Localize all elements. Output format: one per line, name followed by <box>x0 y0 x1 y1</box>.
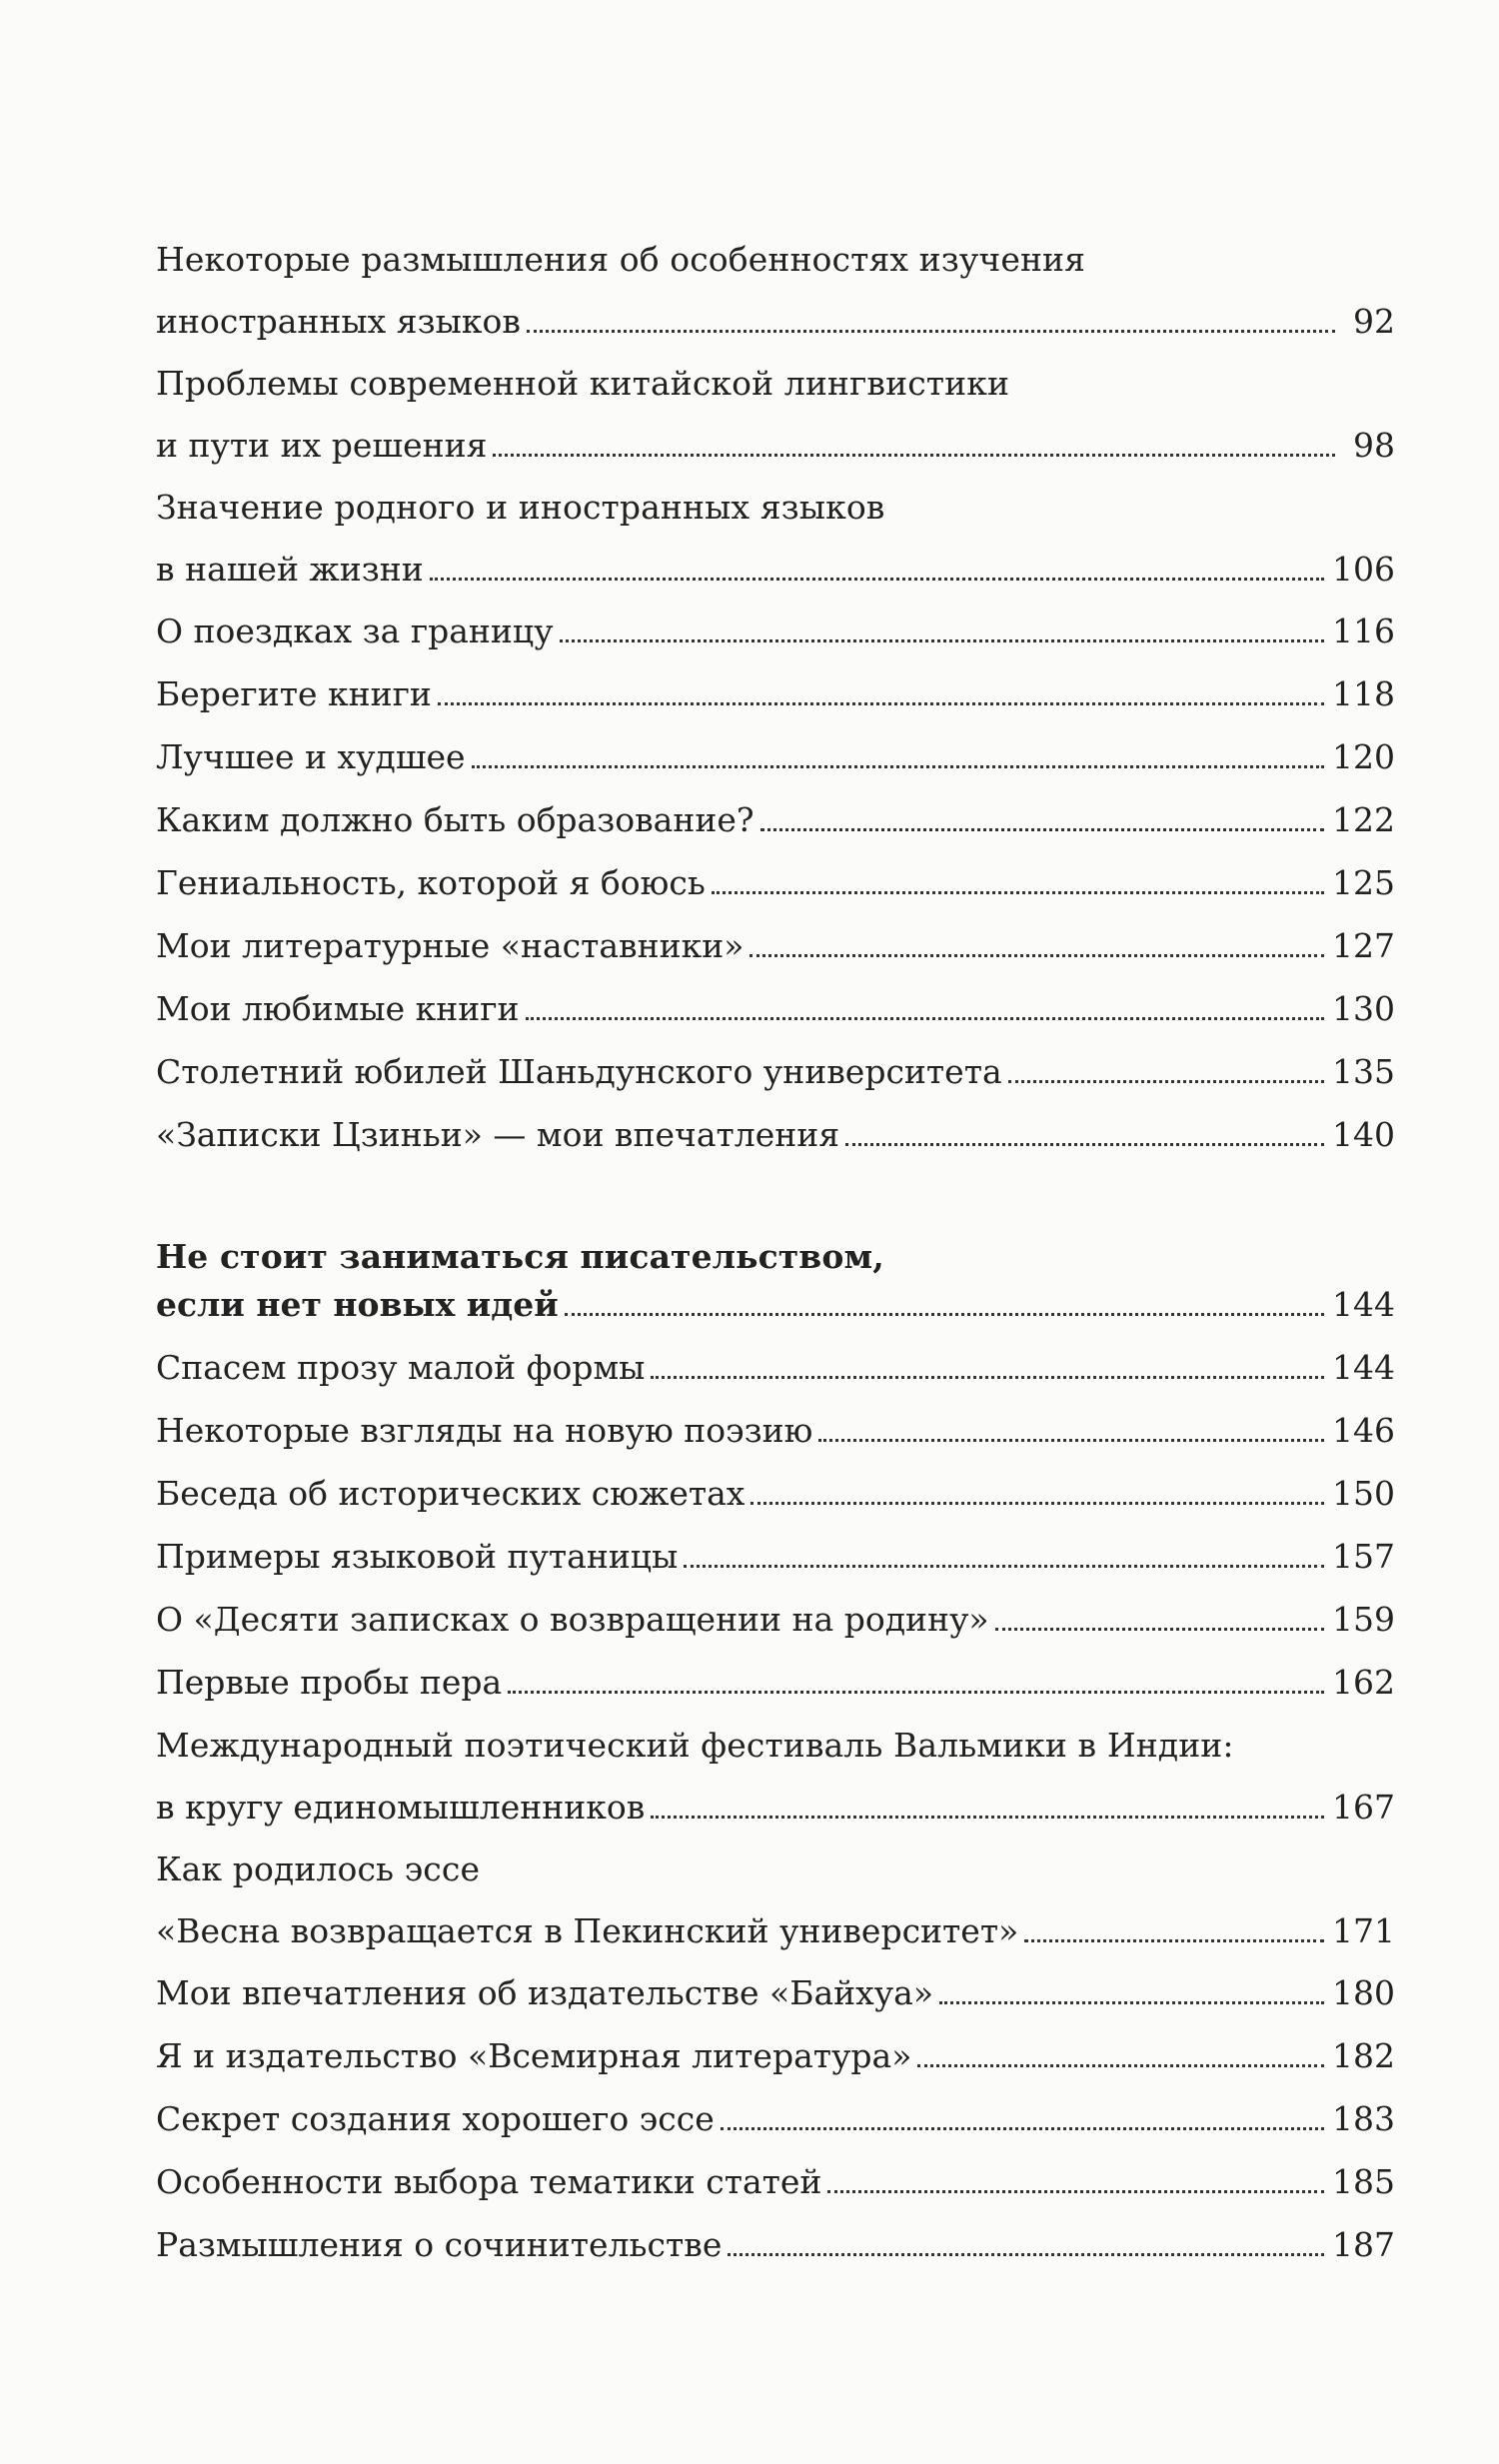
toc-entry-title: Я и издательство «Всемирная литература» <box>156 2036 912 2075</box>
toc-entry-page: 135 <box>1332 1052 1395 1091</box>
dot-leader <box>939 2001 1324 2004</box>
toc-entry-title: Гениальность, которой я боюсь <box>156 863 706 902</box>
dot-leader <box>430 578 1324 581</box>
toc-entry-title: Спасем прозу малой формы <box>156 1348 646 1387</box>
toc-entry-title: О поездках за границу <box>156 612 554 650</box>
toc-entry-page: 146 <box>1332 1411 1395 1450</box>
toc-entry-title-line: Как родилось эссе <box>156 1849 481 1888</box>
dot-leader <box>712 891 1324 894</box>
toc-entry-title: Столетний юбилей Шаньдунского университета <box>156 1052 1002 1091</box>
dot-leader <box>651 1816 1324 1819</box>
dot-leader <box>527 330 1335 333</box>
dot-leader <box>721 2127 1324 2130</box>
toc-entry-page: 171 <box>1332 1911 1395 1950</box>
dot-leader <box>472 765 1324 768</box>
toc-entry-page: 159 <box>1332 1600 1395 1639</box>
toc-entry-title-line: Международный поэтический фестиваль Вальмики в Индии: <box>156 1726 1234 1765</box>
toc-entry-page: 144 <box>1332 1285 1395 1324</box>
dot-leader <box>1024 1939 1324 1942</box>
dot-leader <box>684 1565 1324 1568</box>
toc-entry-title: в нашей жизни <box>156 550 424 589</box>
toc-entry-title: иностранных языков <box>156 302 521 341</box>
toc-entry-page: 118 <box>1332 674 1395 713</box>
toc-entry-title: Мои литературные «наставники» <box>156 926 745 965</box>
toc-entry-title: Первые пробы пера <box>156 1663 503 1702</box>
toc-entry-page: 180 <box>1332 1973 1395 2012</box>
toc-entry-title: и пути их решения <box>156 426 488 465</box>
toc-entry-title-line: Некоторые размышления об особенностях изучения <box>156 240 1086 279</box>
toc-entry-page: 116 <box>1332 612 1395 650</box>
toc-entry-page: 130 <box>1332 989 1395 1028</box>
toc-entry-page: 187 <box>1332 2225 1395 2264</box>
toc-entry-page: 150 <box>1332 1474 1395 1513</box>
toc-entry-page: 182 <box>1332 2036 1395 2075</box>
toc-entry-page: 162 <box>1332 1663 1395 1702</box>
dot-leader <box>560 639 1324 642</box>
dot-leader <box>651 1376 1324 1379</box>
dot-leader <box>995 1628 1324 1631</box>
toc-entry-title: Лучшее и худшее <box>156 737 466 776</box>
toc-entry-title: Каким должно быть образование? <box>156 800 754 839</box>
toc-entry-page: 122 <box>1332 800 1395 839</box>
toc-entry-page: 157 <box>1332 1537 1395 1576</box>
toc-entry-page: 167 <box>1332 1788 1395 1827</box>
toc-entry-title: Особенности выбора тематики статей <box>156 2162 822 2201</box>
toc-entry-page: 144 <box>1332 1348 1395 1387</box>
dot-leader <box>750 1502 1324 1505</box>
toc-entry-title: Секрет создания хорошего эссе <box>156 2099 715 2138</box>
toc-entry-title: «Записки Цзиньи» — мои впечатления <box>156 1115 840 1154</box>
dot-leader <box>526 1017 1324 1020</box>
toc-entry-title-line: Значение родного и иностранных языков <box>156 488 885 527</box>
dot-leader <box>438 702 1324 705</box>
dot-leader <box>818 1439 1324 1442</box>
dot-leader <box>827 2190 1324 2193</box>
toc-entry-title: О «Десяти записках о возвращении на родину» <box>156 1600 989 1639</box>
toc-entry-title: Берегите книги <box>156 674 432 713</box>
dot-leader <box>565 1313 1324 1316</box>
toc-entry-page: 120 <box>1332 737 1395 776</box>
toc-entry-title: Примеры языковой путаницы <box>156 1537 679 1576</box>
dot-leader <box>750 954 1324 957</box>
toc-section-title: если нет новых идей <box>156 1285 559 1324</box>
toc-entry-title: Мои любимые книги <box>156 989 520 1028</box>
toc-entry-title: Беседа об исторических сюжетах <box>156 1474 746 1513</box>
dot-leader <box>845 1143 1324 1146</box>
dot-leader <box>728 2253 1324 2256</box>
toc-entry-page: 125 <box>1332 863 1395 902</box>
toc-entry-title: в кругу единомышленников <box>156 1788 646 1827</box>
dot-leader <box>917 2064 1324 2067</box>
toc-entry-title: Мои впечатления об издательстве «Байхуа» <box>156 1973 934 2012</box>
toc-entry-title: Некоторые взгляды на новую поэзию <box>156 1411 813 1450</box>
toc-entry-page: 185 <box>1332 2162 1395 2201</box>
toc-entry-page: 127 <box>1332 926 1395 965</box>
dot-leader <box>493 454 1335 457</box>
toc-entry-page: 98 <box>1353 426 1395 465</box>
toc-entry-page: 140 <box>1332 1115 1395 1154</box>
dot-leader <box>760 828 1324 831</box>
toc-section-title-line: Не стоит заниматься писательством, <box>156 1237 884 1276</box>
toc-entry-title-line: Проблемы современной китайской лингвистики <box>156 364 1010 403</box>
toc-entry-page: 92 <box>1353 302 1395 341</box>
dot-leader <box>508 1691 1324 1694</box>
toc-entry-page: 106 <box>1332 550 1395 589</box>
dot-leader <box>1008 1080 1324 1083</box>
toc-entry-title: «Весна возвращается в Пекинский университет» <box>156 1911 1019 1950</box>
toc-entry-title: Размышления о сочинительстве <box>156 2225 723 2264</box>
toc-entry-page: 183 <box>1332 2099 1395 2138</box>
